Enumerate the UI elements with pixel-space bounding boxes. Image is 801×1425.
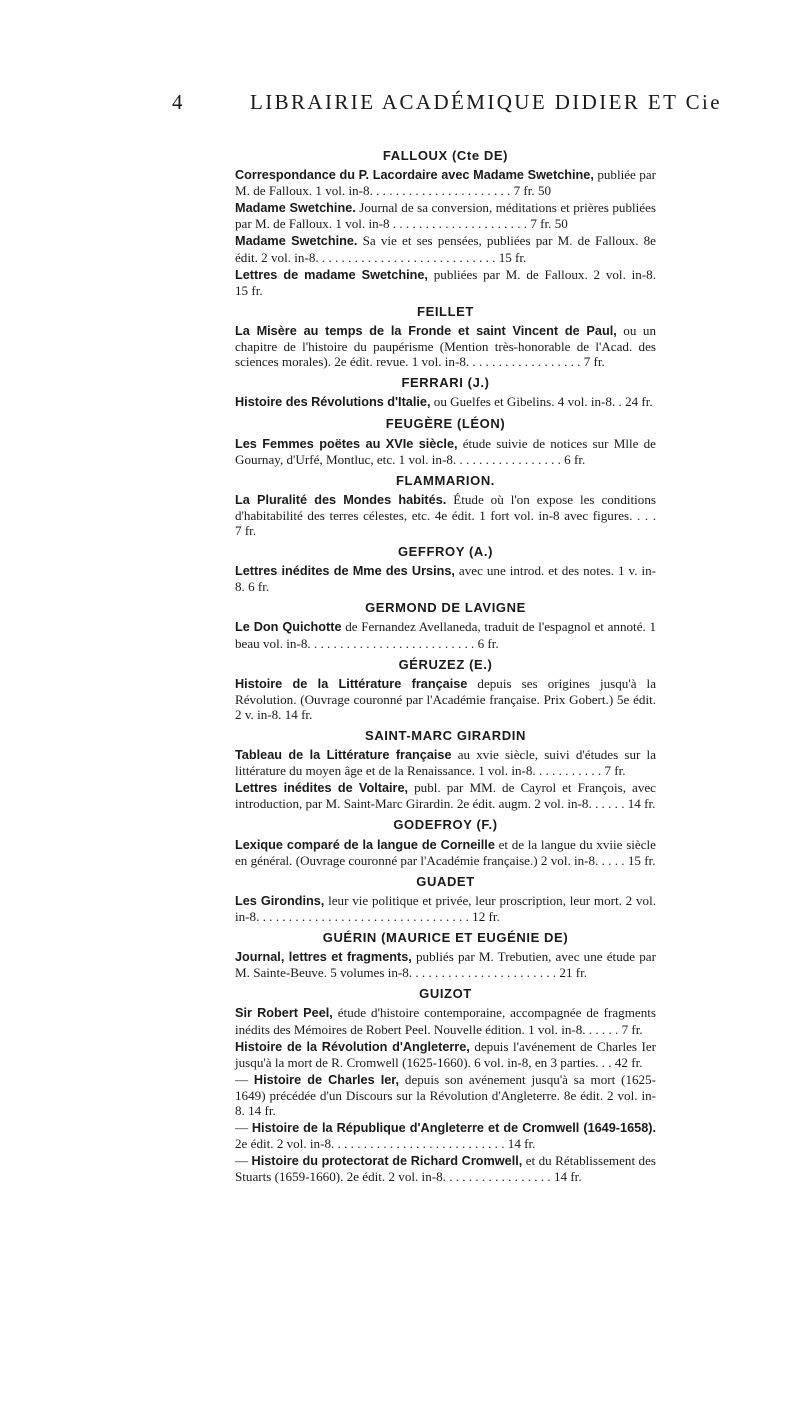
catalog-entry [235, 233, 656, 264]
author-heading: GUIZOT [419, 986, 472, 1002]
entry-title: Lexique comparé de la langue de Corneille [235, 837, 495, 852]
catalog-entry [235, 323, 656, 369]
entry-description: Étude où l'on expose les conditions d'habitabilité des terres célestes, etc. 4e édit. 1 fort vol. in-8 avec figures. . . . [235, 491, 656, 523]
author-heading: GEFFROY (A.) [397, 544, 494, 560]
entry-title: Correspondance du P. Lacordaire avec Madame Swetchine, [235, 168, 594, 183]
entry-price: 14 fr. [507, 1136, 536, 1152]
catalog-entry [235, 167, 656, 198]
catalog-entry [235, 1072, 656, 1118]
catalog-entry [235, 676, 656, 722]
catalog-entry [235, 200, 656, 231]
entry-price: 15 fr. [235, 282, 263, 298]
entry-title: Histoire de la Littérature française [235, 676, 468, 691]
entry-price: 14 fr. [553, 1169, 582, 1185]
entry-description: Journal de sa conversion, méditations et prières publiées par M. de Falloux. 1 vol. in-8 . . . . . . . . . . . . . . . . . . . . . [235, 200, 656, 232]
entry-price: 14 fr. [248, 1102, 276, 1118]
entry-description: avec une introd. et des notes. 1 v. in-8. [235, 563, 656, 595]
catalog-entry [235, 1120, 656, 1151]
entry-price: 7 fr. [604, 763, 626, 779]
entry-description: étude d'histoire contemporaine, accompagnée de fragments inédits des Mémoires de Robert Peel. Nouvelle édition. 1 vol. in-8. . . . . . [235, 1005, 656, 1037]
entry-title: Lettres de madame Swetchine, [235, 267, 428, 282]
author-heading: FALLOUX (Cte DE) [382, 148, 509, 163]
entry-price: 15 fr. [498, 249, 527, 265]
catalog-entry [235, 1153, 656, 1184]
entry-title: Lettres inédites de Mme des Ursins, [235, 564, 455, 579]
entry-price: 21 fr. [559, 965, 588, 981]
entry-title: Histoire de la République d'Angleterre et de Cromwell (1649-1658). [251, 1121, 656, 1136]
entry-title: Histoire du protectorat de Richard Cromwell, [251, 1154, 523, 1169]
entry-price: 14 fr. [284, 706, 313, 722]
entry-title: Le Don Quichotte [235, 620, 342, 635]
catalog-entry [235, 893, 656, 924]
entry-price: 24 fr. [625, 394, 653, 410]
author-heading: SAINT-MARC GIRARDIN [365, 728, 526, 743]
entry-title: La Misère au temps de la Fronde et saint Vincent de Paul, [235, 323, 617, 338]
entry-price: 7 fr. [583, 354, 605, 370]
author-heading: GODEFROY (F.) [393, 817, 498, 833]
entry-description: ou Guelfes et Gibelins. 4 vol. in-8. . [430, 394, 626, 410]
author-heading: GERMOND DE LAVIGNE [365, 600, 526, 616]
entry-description: 2e édit. 2 vol. in-8. . . . . . . . . . . . . . . . . . . . . . . . . . . [235, 1136, 508, 1152]
entry-description: publ. par MM. de Cayrol et François, avec introduction, par M. Saint-Marc Girardin. 2e édit. augm. 2 vol. in-8. . . . . . [235, 780, 656, 812]
entry-description: depuis l'avénement de Charles Ier jusqu'à la mort de R. Cromwell (1625-1660). 6 vol. in-8, en 3 parties. . . [235, 1038, 656, 1070]
author-heading: FERRARI (J.) [401, 375, 490, 391]
author-heading: GUÉRIN (MAURICE ET EUGÉNIE DE) [322, 930, 569, 946]
entry-title: Tableau de la Littérature française [235, 748, 452, 763]
entry-price: 12 fr. [472, 908, 500, 924]
catalog-entry [235, 563, 656, 594]
entry-description: leur vie politique et privée, leur proscription, leur mort. 2 vol. in-8. . . . . . . . . . . . . . . . . . . . . . . . . . . . . . . . . [235, 892, 656, 924]
entry-description: depuis son avénement jusqu'à sa mort (1625-1649) précédée d'un Discours sur la Révolution d'Angleterre. 8e édit. 2 vol. in-8. [235, 1071, 656, 1118]
entry-price: 6 fr. [248, 579, 270, 595]
entry-dash: — [235, 1153, 252, 1169]
entry-description: publiés par M. Trebutien, avec une étude par M. Sainte-Beuve. 5 volumes in-8. . . . . . . . . . . . . . . . . . . . . . . [235, 949, 656, 981]
entry-description: publiée par M. de Falloux. 1 vol. in-8. . . . . . . . . . . . . . . . . . . . . . [235, 167, 657, 199]
entry-price: 6 fr. [477, 635, 499, 651]
entry-description: ou un chapitre de l'histoire du paupérisme (Mention très-honorable de l'Acad. des sciences morales). 2e édit. revue. 1 vol. in-8. . . . . . . . . . . . . . . . . . [235, 322, 657, 370]
entry-title: Sir Robert Peel, [235, 1006, 333, 1021]
catalog-entry [235, 949, 656, 980]
author-heading: GÉRUZEZ (E.) [398, 656, 493, 672]
entry-price: 7 fr. [235, 522, 257, 538]
catalog-entry [235, 619, 656, 650]
entry-description: depuis ses origines jusqu'à la Révolution. (Ouvrage couronné par l'Académie française. Prix Gobert.) 5e édit. 2 v. in-8. [235, 675, 657, 722]
author-heading: FEUGÈRE (LÉON) [385, 416, 506, 432]
entry-title: Les Girondins, [235, 893, 325, 908]
author-heading: FLAMMARION. [395, 472, 496, 488]
entry-price: 14 fr. [627, 796, 656, 812]
entry-description: Sa vie et ses pensées, publiées par M. de Falloux. 8e édit. 2 vol. in-8. . . . . . . . . . . . . . . . . . . . . . . . . . . . [235, 233, 656, 265]
entry-title: Lettres inédites de Voltaire, [235, 781, 409, 796]
entry-title: Histoire de Charles Ier, [253, 1072, 400, 1087]
page-number: 4 [172, 90, 184, 114]
entry-description: au xvie siècle, suivi d'études sur la littérature du moyen âge et de la Renaissance. 1 vol. in-8. . . . . . . . . . . [235, 747, 657, 779]
running-head [0, 90, 801, 126]
entry-price: 42 fr. [614, 1054, 643, 1070]
entry-price: 7 fr. 50 [513, 183, 552, 199]
author-heading: FEILLET [417, 303, 474, 319]
catalog-entry [235, 837, 656, 868]
entry-description: publiées par M. de Falloux. 2 vol. in-8. [427, 266, 656, 282]
catalog-entry [235, 436, 656, 467]
entry-title: Journal, lettres et fragments, [235, 950, 412, 965]
entry-price: 7 fr. 50 [530, 216, 568, 232]
author-heading: GUADET [416, 873, 475, 889]
entry-description: de Fernandez Avellaneda, traduit de l'espagnol et annoté. 1 beau vol. in-8. . . . . . . . . . . . . . . . . . . . . . . . . . [235, 619, 656, 651]
running-head-title: LIBRAIRIE ACADÉMIQUE DIDIER ET Cie [250, 90, 723, 114]
catalog-entry [235, 780, 656, 811]
entry-price: 15 fr. [627, 852, 656, 868]
entry-title: Histoire de la Révolution d'Angleterre, [235, 1039, 470, 1054]
catalog-listing [235, 148, 656, 1186]
catalog-entry [235, 394, 656, 410]
entry-dash: — [235, 1120, 252, 1136]
entry-title: Madame Swetchine. [235, 201, 356, 216]
entry-description: et du Rétablissement des Stuarts (1659-1660). 2e édit. 2 vol. in-8. . . . . . . . . . . . . . . . . [235, 1153, 656, 1185]
catalog-entry [235, 1039, 656, 1070]
entry-title: La Pluralité des Mondes habités. [235, 492, 447, 507]
entry-title: Madame Swetchine. [235, 234, 358, 249]
entry-title: Les Femmes poëtes au XVIe siècle, [235, 436, 458, 451]
catalog-entry [235, 267, 656, 298]
entry-description: étude suivie de notices sur Mlle de Gournay, d'Urfé, Montluc, etc. 1 vol. in-8. . . . . . . . . . . . . . . . . [235, 435, 656, 467]
entry-dash: — [235, 1071, 254, 1087]
entry-title: Histoire des Révolutions d'Italie, [235, 395, 431, 410]
catalog-entry [235, 492, 656, 538]
entry-price: 6 fr. [564, 451, 586, 467]
catalog-entry [235, 747, 656, 778]
entry-price: 7 fr. [621, 1021, 643, 1037]
entry-description: et de la langue du xviie siècle en général. (Ouvrage couronné par l'Académie française.) 2 vol. in-8. . . . . [235, 836, 656, 868]
catalog-entry [235, 1005, 656, 1036]
